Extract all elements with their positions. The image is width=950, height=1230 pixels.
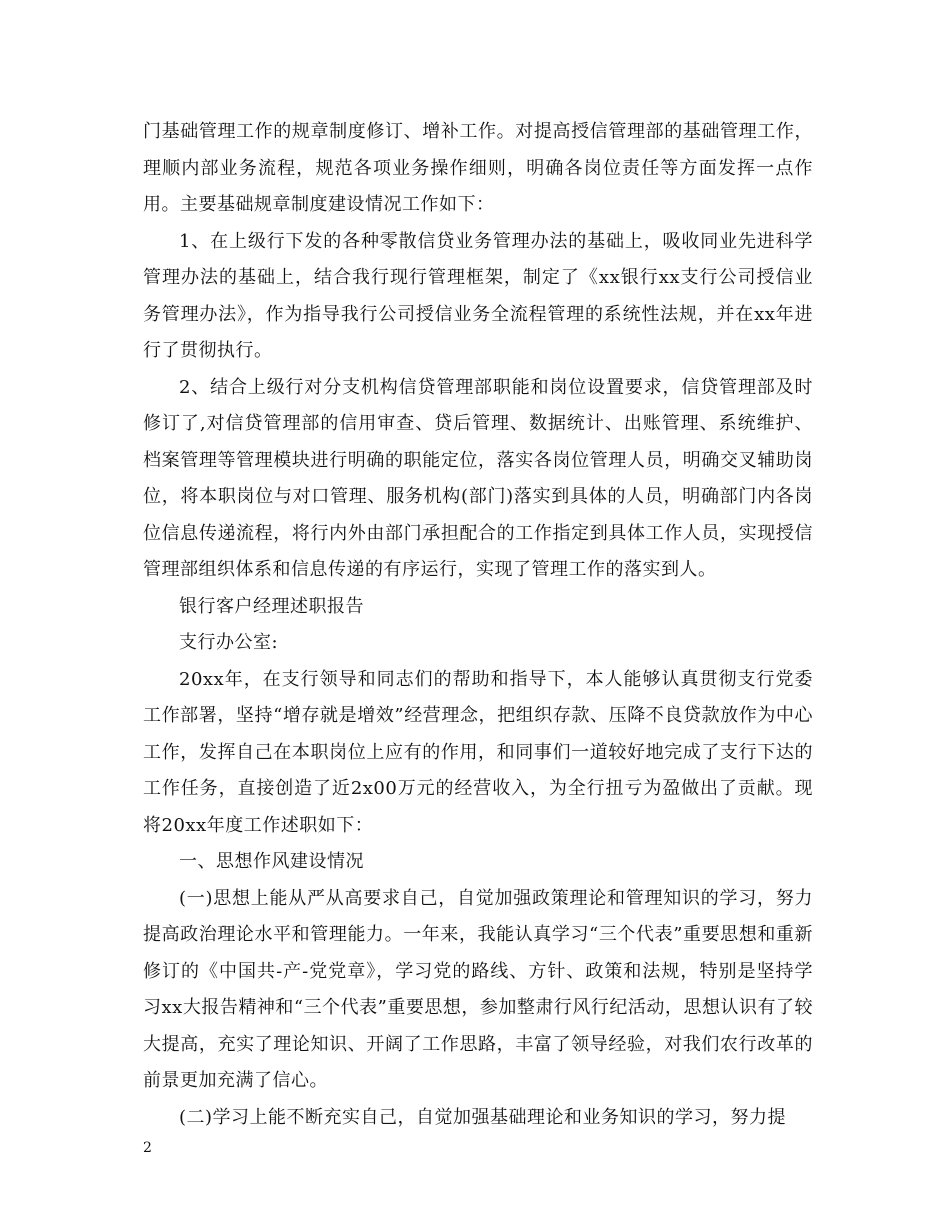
paragraph-5: (一)思想上能从严从高要求自己，自觉加强政策理论和管理知识的学习，努力提高政治理论水平和管理能力。一年来，我能认真学习“三个代表”重要思想和重新修订的《中国共-产-党党章》，学习党的路线、方针、政策和法规，特别是坚持学习xx大报告精神和“三个代表”重要思想，参加整肃行风行纪活动，思想认识有了较大提高，充实了理论知识、开阔了工作思路，丰富了领导经验，对我们农行改革的前景更加充满了信心。: [143, 887, 813, 1091]
paragraph-3: 2、结合上级行对分支机构信贷管理部职能和岗位设置要求，信贷管理部及时修订了,对信贷管理部的信用审查、贷后管理、数据统计、出账管理、系统维护、档案管理等管理模块进行明确的职能定位，落实各岗位管理人员，明确交叉辅助岗位，将本职岗位与对口管理、服务机构(部门)落实到具体的人员，明确部门内各岗位信息传递流程，将行内外由部门承担配合的工作指定到具体工作人员，实现授信管理部组织体系和信息传递的有序运行，实现了管理工作的落实到人。: [143, 376, 813, 580]
section-title: 银行客户经理述职报告: [179, 595, 364, 617]
page-number: 2: [143, 1140, 152, 1156]
document-body: [143, 114, 813, 1136]
salutation: 支行办公室:: [179, 632, 279, 653]
paragraph-1: 门基础管理工作的规章制度修订、增补工作。对提高授信管理部的基础管理工作，理顺内部业务流程，规范各项业务操作细则，明确各岗位责任等方面发挥一点作用。主要基础规章制度建设情况工作如下：: [143, 121, 813, 215]
paragraph-6: (二)学习上能不断充实自己，自觉加强基础理论和业务知识的学习，努力提: [179, 1106, 787, 1128]
heading-1: 一、思想作风建设情况: [179, 851, 364, 872]
paragraph-2: 1、在上级行下发的各种零散信贷业务管理办法的基础上，吸收同业先进科学管理办法的基础上，结合我行现行管理框架，制定了《xx银行xx支行公司授信业务管理办法》，作为指导我行公司授信业务全流程管理的系统性法规，并在xx年进行了贯彻执行。: [143, 230, 813, 361]
paragraph-4: 20xx年，在支行领导和同志们的帮助和指导下，本人能够认真贯彻支行党委工作部署，坚持“增存就是增效”经营理念，把组织存款、压降不良贷款放作为中心工作，发挥自己在本职岗位上应有的作用，和同事们一道较好地完成了支行下达的工作任务，直接创造了近2x00万元的经营收入，为全行扭亏为盈做出了贡献。现将20xx年度工作述职如下：: [143, 668, 813, 836]
